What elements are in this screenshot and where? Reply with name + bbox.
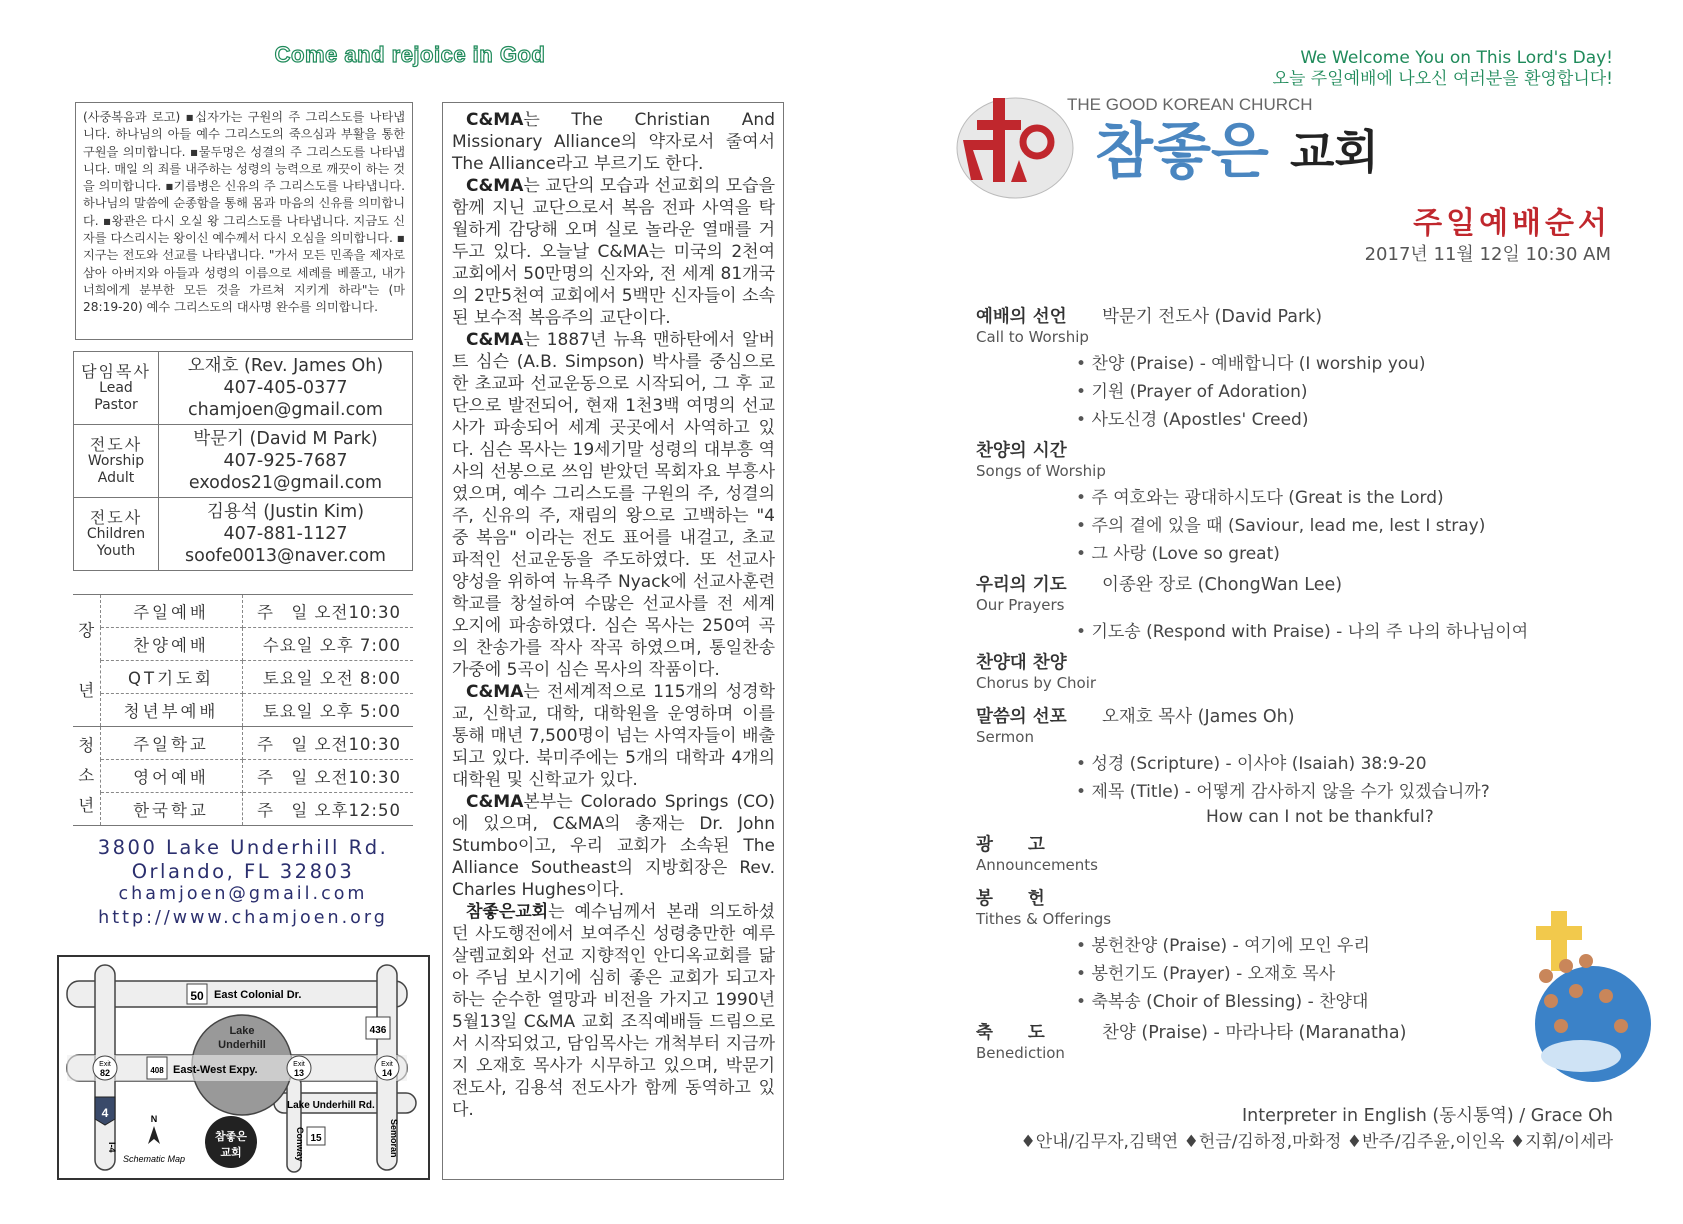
program-section bbox=[976, 706, 1616, 828]
schematic-map bbox=[57, 955, 430, 1180]
interpreter-note: Interpreter in English (동시통역) / Grace Oh bbox=[1241, 1106, 1613, 1126]
map-label-conway: Conway bbox=[295, 1127, 305, 1162]
paragraph-lead: C&MA bbox=[466, 176, 524, 196]
program-item-text: 봉헌기도 (Prayer) - 오재호 목사 bbox=[1091, 964, 1336, 984]
pastor-row bbox=[74, 425, 413, 498]
logo-korean-black: 교회 bbox=[1290, 126, 1379, 178]
schedule-time: 주 일 오전10:30 bbox=[242, 727, 413, 760]
exit14: 14 bbox=[381, 1068, 393, 1078]
program-item-text: 그 사랑 (Love so great) bbox=[1091, 544, 1280, 564]
role-en: Children bbox=[86, 525, 146, 542]
program-item bbox=[1076, 778, 1616, 828]
paragraph bbox=[452, 329, 775, 681]
program-item bbox=[1076, 378, 1616, 406]
section-leader: 박문기 전도사 (David Park) bbox=[1102, 307, 1323, 327]
paragraph-text: 는 전세계적으로 115개의 성경학교, 신학교, 대학, 대학원을 운영하며 이를 통해 매년 7,500명이 넘는 사역자들이 배출되고 있다. 북미주에는 5개의 대학과 4개의 대학원 및 신학교가 있다. bbox=[452, 682, 775, 790]
program-item bbox=[1076, 512, 1616, 540]
section-header bbox=[976, 440, 1616, 462]
paragraph bbox=[452, 175, 775, 329]
section-leader: 이종완 장로 (ChongWan Lee) bbox=[1102, 575, 1343, 595]
pastor-phone: 407-925-7687 bbox=[223, 451, 348, 471]
welcome-ko: 오늘 주일예배에 나오신 여러분을 환영합니다! bbox=[1272, 69, 1613, 89]
paragraph bbox=[452, 681, 775, 791]
section-items bbox=[1076, 750, 1616, 828]
program-item-text: 찬양 (Praise) - 예배합니다 (I worship you) bbox=[1091, 354, 1426, 374]
symbol-description: (사중복음과 로고) ▪십자가는 구원의 주 그리스도를 나타냅니다. 하나님의 아들 예수 그리스도의 죽으심과 부활을 통한 구원을 의미합니다. ▪물두멍은 성결의 주 그리스도를 나타냅니다. 매일 의 죄를 내주하는 성령의 능력으로 깨끗이 하는 것을 의미합니다. ▪기름병은 신유의 주 그리스도를 나타냅니다. 하나님의 말씀에 순종함을 통해 몸과 마음의 신유를 의미합니다. ▪왕관은 다시 오실 왕 그리스도를 나타냅니다. 지금도 신자를 다스리시는 왕이신 예수께서 다시 오심을 의미합니다. ▪지구는 전도와 선교를 나타냅니다. "가서 모든 민족을 제자로 삼아 아버지와 아들과 성령의 이름으로 세례를 베풀고, 내가 너희에게 분부한 모든 것을 가르쳐 지키게 하라"는 (마 28:19-20) 예수 그리스도의 대사명 완수를 의미합니다. bbox=[75, 102, 413, 340]
section-items bbox=[1076, 618, 1616, 646]
sr50-shield: 50 bbox=[190, 989, 204, 1003]
section-title-ko: 찬양대 찬양 bbox=[976, 653, 1067, 673]
map-label-i4: I-4 bbox=[107, 1142, 117, 1153]
logo-korean-blue: 참좋은 bbox=[1095, 118, 1269, 185]
church-logo bbox=[955, 90, 1415, 202]
pastor-info bbox=[159, 425, 413, 498]
program-item-text: 기원 (Prayer of Adoration) bbox=[1091, 382, 1308, 402]
i4-shield: 4 bbox=[101, 1106, 109, 1120]
schedule-row bbox=[73, 628, 413, 661]
section-header bbox=[976, 834, 1616, 856]
program-section bbox=[976, 888, 1616, 1016]
program-section bbox=[976, 652, 1616, 692]
section-title-en: Chorus by Choir bbox=[976, 674, 1097, 692]
pastor-role bbox=[74, 352, 159, 425]
pastor-email[interactable]: chamjoen@gmail.com bbox=[188, 400, 383, 420]
program-item bbox=[1076, 406, 1616, 434]
section-title-en: Tithes & Offerings bbox=[976, 910, 1112, 928]
role-en: Youth bbox=[96, 542, 136, 559]
section-items bbox=[1076, 350, 1616, 434]
map-label-underhill: Underhill bbox=[218, 1039, 266, 1051]
section-header bbox=[976, 574, 1616, 596]
sermon-subtitle: How can I not be thankful? bbox=[1206, 807, 1434, 827]
schedule-time: 주 일 오전10:30 bbox=[242, 760, 413, 793]
schedule-name: 영어예배 bbox=[100, 760, 242, 793]
program-item-text: 주의 곁에 있을 때 (Saviour, lead me, lest I stray) bbox=[1091, 516, 1486, 536]
section-title-ko: 우리의 기도 bbox=[976, 575, 1067, 595]
section-leader: 찬양 (Praise) - 마라나타 (Maranatha) bbox=[1102, 1023, 1407, 1043]
section-header bbox=[976, 652, 1616, 674]
section-title-en: Call to Worship bbox=[976, 328, 1089, 346]
schedule-name: 찬양예배 bbox=[100, 628, 242, 661]
program-section bbox=[976, 440, 1616, 568]
program-item-text: 봉헌찬양 (Praise) - 여기에 모인 우리 bbox=[1091, 936, 1370, 956]
program-section bbox=[976, 306, 1616, 434]
pastor-email[interactable]: exodos21@gmail.com bbox=[188, 473, 383, 493]
program-item bbox=[1076, 350, 1616, 378]
schedule-name: 주일예배 bbox=[100, 595, 242, 628]
program-item-text: 사도신경 (Apostles' Creed) bbox=[1091, 410, 1309, 430]
paragraph-lead: C&MA bbox=[466, 330, 524, 350]
website-link[interactable]: http://www.chamjoen.org bbox=[98, 907, 388, 928]
schedule-name: QT기도회 bbox=[100, 661, 242, 694]
program-section bbox=[976, 1022, 1616, 1062]
section-items bbox=[1076, 484, 1616, 568]
schedule-row bbox=[73, 760, 413, 793]
schedule-group: 청소년 bbox=[73, 727, 100, 826]
schedule-time: 주 일 오전10:30 bbox=[242, 595, 413, 628]
pastor-info bbox=[159, 498, 413, 571]
role-en: Worship bbox=[87, 452, 145, 469]
pastor-name: 오재호 (Rev. James Oh) bbox=[187, 356, 384, 376]
pastor-phone: 407-405-0377 bbox=[223, 378, 348, 398]
north-arrow-icon bbox=[148, 1126, 160, 1144]
section-header bbox=[976, 306, 1616, 328]
paragraph-lead: C&MA bbox=[466, 682, 524, 702]
section-title-en: Announcements bbox=[976, 856, 1098, 874]
map-label-underhill-rd: Lake Underhill Rd. bbox=[287, 1100, 375, 1111]
role-en: Pastor bbox=[94, 396, 138, 413]
section-header bbox=[976, 888, 1616, 910]
section-title-ko: 광 고 bbox=[976, 835, 1045, 855]
pastor-phone: 407-881-1127 bbox=[223, 524, 348, 544]
role-ko: 담임목사 bbox=[81, 361, 151, 381]
paragraph-text: 는 1887년 뉴욕 맨하탄에서 알버트 심슨 (A.B. Simpson) 박사를 중심으로 한 초교파 선교운동으로 시작되어, 그 후 교단으로 발전되어, 현재 1천3백 여명의 선교사가 파송되어 세계 곳곳에서 사역하고 있다. 심슨 목사는 19세기말 성령의 대부흥 역사의 선봉으로 쓰임 받았던 목회자요 부흥사였으며, 예수 그리스도를 구원의 주, 성결의 주, 신유의 주, 재림의 왕으로 고백하는 "4중 복음" 이라는 전도 표어를 내걸고, 초교파적인 선교운동을 주도하였다. 또 선교사 양성을 위하여 뉴욕주 Nyack에 선교사훈련학교를 창설하여 수많은 선교사를 전 세계 오지에 파송하였다. 심슨 목사는 250여 곡의 찬송가를 작사 작곡 하였으며, 통일찬송가중에 5곡이 심슨 목사의 작품이다. bbox=[452, 330, 775, 680]
section-title-en: Benediction bbox=[976, 1044, 1065, 1062]
paragraph-lead: C&MA bbox=[466, 792, 524, 812]
schedule-time: 주 일 오후12:50 bbox=[242, 793, 413, 826]
program-item-text: 성경 (Scripture) - 이사야 (Isaiah) 38:9-20 bbox=[1091, 754, 1427, 774]
exit13-label: Exit bbox=[293, 1061, 305, 1068]
sr15-shield: 15 bbox=[310, 1133, 322, 1144]
role-en: Lead bbox=[99, 379, 133, 396]
schedule-name: 주일학교 bbox=[100, 727, 242, 760]
pastor-table bbox=[73, 351, 413, 571]
schedule-time: 토요일 오후 5:00 bbox=[242, 694, 413, 727]
map-caption: Schematic Map bbox=[122, 1154, 186, 1164]
service-credits: ♦안내/김무자,김택연 ♦헌금/김하정,마화정 ♦반주/김주윤,이인옥 ♦지휘/이세라 bbox=[1020, 1132, 1613, 1152]
exit13: 13 bbox=[293, 1068, 305, 1078]
schedule-group: 장년 bbox=[73, 595, 100, 727]
program-item bbox=[1076, 750, 1616, 778]
welcome-message bbox=[1273, 48, 1613, 90]
service-date: 2017년 11월 12일 10:30 AM bbox=[1364, 244, 1611, 265]
program-item-text: 주 여호와는 광대하시도다 (Great is the Lord) bbox=[1091, 488, 1444, 508]
section-title-ko: 축 도 bbox=[976, 1023, 1045, 1043]
page-title: 주일예배순서 bbox=[1413, 206, 1611, 241]
section-title-ko: 봉 헌 bbox=[976, 889, 1045, 909]
schedule-row bbox=[73, 793, 413, 826]
paragraph-text: 본부는 Colorado Springs (CO)에 있으며, C&MA의 총재는 Dr. John Stumbo이고, 우리 교회가 소속된 The Alliance Southeast의 지방회장은 Rev. Charles Hughes이다. bbox=[452, 792, 775, 900]
exit82: 82 bbox=[99, 1068, 111, 1078]
program-item-text: 제목 (Title) - 어떻게 감사하지 않을 수가 있겠습니까? bbox=[1091, 782, 1490, 802]
schedule-row bbox=[73, 694, 413, 727]
section-title-en: Our Prayers bbox=[976, 596, 1065, 614]
paragraph bbox=[452, 901, 775, 1121]
pastor-email[interactable]: soofe0013@naver.com bbox=[185, 546, 386, 566]
email-link[interactable]: chamjoen@gmail.com bbox=[118, 884, 368, 904]
map-label-semoran: Semoran bbox=[389, 1119, 399, 1158]
program-item bbox=[1076, 618, 1616, 646]
section-title-en: Songs of Worship bbox=[976, 462, 1106, 480]
pastor-row bbox=[74, 352, 413, 425]
church-marker-label1: 참좋은 bbox=[215, 1131, 247, 1143]
program-section bbox=[976, 834, 1616, 874]
pastor-row bbox=[74, 498, 413, 571]
schedule-time: 토요일 오전 8:00 bbox=[242, 661, 413, 694]
role-en: Adult bbox=[97, 469, 135, 486]
globe-illustration bbox=[1521, 906, 1653, 1086]
paragraph-lead: 참좋은교회 bbox=[466, 902, 549, 922]
program-item bbox=[1076, 484, 1616, 512]
map-label-lake: Lake bbox=[229, 1025, 255, 1037]
address-block bbox=[73, 836, 413, 930]
pastor-name: 김용석 (Justin Kim) bbox=[206, 502, 365, 522]
exit82-label: Exit bbox=[99, 1061, 111, 1068]
paragraph bbox=[452, 791, 775, 901]
paragraph-text: 는 교단의 모습과 선교회의 모습을 함께 지닌 교단으로서 복음 전파 사역을 탁월하게 감당해 오며 실로 놀라운 열매를 거두고 있다. 오늘날 C&MA는 미국의 2천여 교회에서 50만명의 신자와, 전 세계 81개국의 2만5천여 교회에서 5백만 신자들이 소속된 보수적 복음주의 교단이다. bbox=[452, 176, 775, 328]
section-title-ko: 말씀의 선포 bbox=[976, 707, 1067, 727]
schedule-row bbox=[73, 595, 413, 628]
section-title-en: Sermon bbox=[976, 728, 1034, 746]
paragraph-lead: C&MA bbox=[466, 110, 524, 130]
street: 3800 Lake Underhill Rd. bbox=[97, 836, 389, 859]
paragraph-text: 는 예수님께서 본래 의도하셨던 사도행전에서 보여주신 성령충만한 예루살렘교회와 선교 지향적인 안디옥교회를 닮아 주님 보시기에 심히 좋은 교회가 되고자 하는 순수한 열망과 비전을 가지고 1990년 5월13일 C&MA 교회 조직예배들 드림으로서 시작되었고, 담임목사는 개척부터 지금까지 오재호 목사가 시무하고 있으며, 박문기 전도사, 김용석 전도사가 함께 동역하고 있다. bbox=[452, 902, 775, 1120]
role-ko: 전도사 bbox=[89, 507, 143, 527]
role-ko: 전도사 bbox=[89, 434, 143, 454]
paragraph bbox=[452, 109, 775, 175]
pastor-info bbox=[159, 352, 413, 425]
program-item bbox=[1076, 540, 1616, 568]
schedule-table bbox=[73, 594, 413, 826]
worship-program bbox=[976, 306, 1616, 1076]
paragraph-text: 는 The Christian And Missionary Alliance의 약자로서 줄여서 The Alliance라고 부르기도 한다. bbox=[452, 110, 775, 174]
section-title-ko: 예배의 선언 bbox=[976, 307, 1067, 327]
exit14-label: Exit bbox=[381, 1061, 393, 1068]
left-header: Come and rejoice in God bbox=[274, 42, 546, 67]
logo-english: THE GOOD KOREAN CHURCH bbox=[1067, 95, 1313, 114]
schedule-row bbox=[73, 727, 413, 760]
pastor-role bbox=[74, 425, 159, 498]
church-marker-label2: 교회 bbox=[220, 1147, 242, 1159]
north-label: N bbox=[150, 1114, 158, 1124]
sr436-shield: 436 bbox=[369, 1025, 387, 1036]
sr408-shield: 408 bbox=[150, 1066, 164, 1075]
cma-description-column bbox=[442, 102, 784, 1180]
map-label-colonial: East Colonial Dr. bbox=[214, 989, 302, 1001]
schedule-time: 수요일 오후 7:00 bbox=[242, 628, 413, 661]
section-title-ko: 찬양의 시간 bbox=[976, 441, 1067, 461]
program-item-text: 기도송 (Respond with Praise) - 나의 주 나의 하나님이여 bbox=[1091, 622, 1529, 642]
welcome-en: We Welcome You on This Lord's Day! bbox=[1300, 48, 1613, 68]
map-label-expy: East-West Expy. bbox=[173, 1064, 258, 1076]
schedule-name: 청년부예배 bbox=[100, 694, 242, 727]
section-header bbox=[976, 1022, 1616, 1044]
program-item-text: 축복송 (Choir of Blessing) - 찬양대 bbox=[1091, 992, 1369, 1012]
program-section bbox=[976, 574, 1616, 646]
pastor-role bbox=[74, 498, 159, 571]
schedule-row bbox=[73, 661, 413, 694]
section-leader: 오재호 목사 (James Oh) bbox=[1102, 707, 1295, 727]
pastor-name: 박문기 (David M Park) bbox=[193, 429, 378, 449]
city: Orlando, FL 32803 bbox=[131, 859, 355, 883]
schedule-name: 한국학교 bbox=[100, 793, 242, 826]
section-header bbox=[976, 706, 1616, 728]
